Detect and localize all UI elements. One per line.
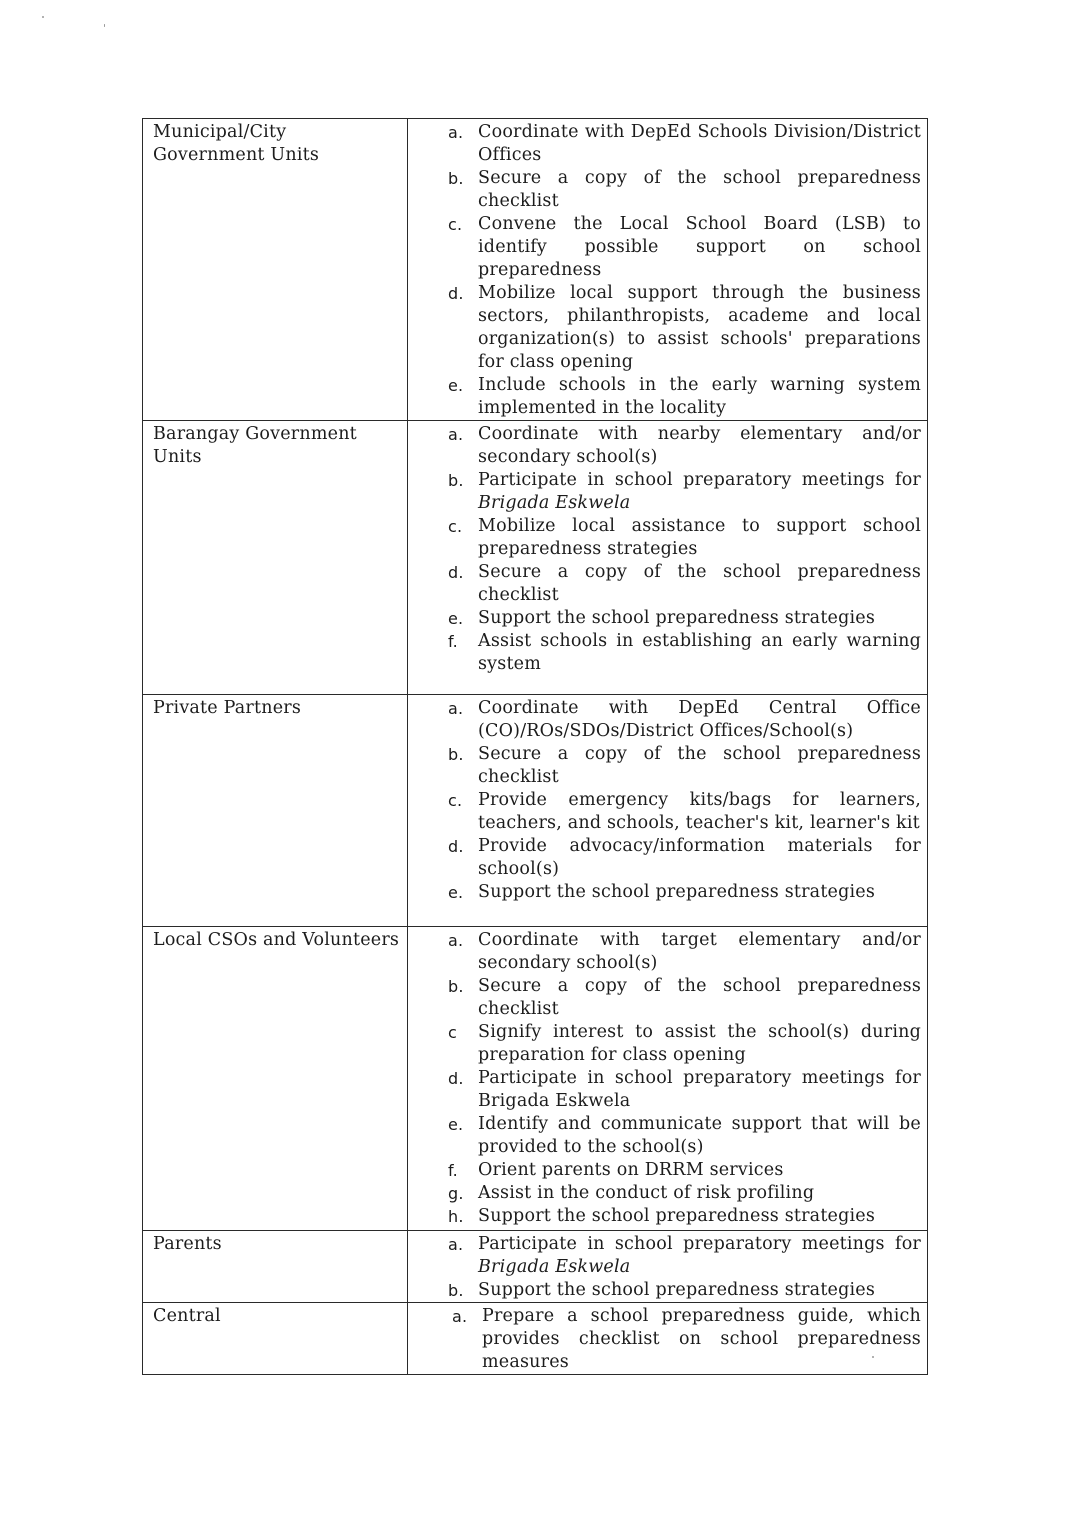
item-text: Participate in school preparatory meetings for Brigada Eskwela [478,1068,921,1111]
item-marker: f. [448,632,458,651]
list-item [408,1182,921,1205]
item-text: Secure a copy of the school preparedness checklist [478,562,921,605]
responsibility-list [408,1305,921,1374]
item-marker: b. [448,977,464,996]
item-text: Support the school preparedness strategies [478,882,876,902]
item-text: Signify interest to assist the school(s) during preparation for class opening [478,1022,921,1065]
item-marker: a. [448,699,464,718]
list-item [408,1279,921,1302]
stakeholder-cell: Barangay Government Units [143,421,408,695]
responsibility-list [408,121,921,420]
list-item [408,630,921,676]
list-item [408,374,921,420]
stakeholder-cell: Private Partners [143,695,408,927]
item-marker: a. [448,931,464,950]
item-text: Participate in school preparatory meetings for [478,470,921,490]
list-item [408,743,921,789]
item-text: Coordinate with DepEd Central Office (CO)/ROs/SDOs/District Offices/School(s) [478,698,921,741]
item-text: Convene the Local School Board (LSB) to identify possible support on school preparedness [478,214,921,280]
item-marker: d. [448,563,464,582]
item-marker: h. [448,1207,464,1226]
roles-responsibilities-table [142,118,928,1375]
scan-speck [42,16,44,18]
item-text: Participate in school preparatory meetings for [478,1234,921,1254]
table-row [143,119,928,421]
list-item [408,423,921,469]
item-text: Assist schools in establishing an early warning system [478,631,921,674]
responsibilities-cell [408,1303,928,1375]
list-item [408,929,921,975]
item-marker: e. [448,376,464,395]
list-item [408,167,921,213]
item-marker: c. [448,791,463,810]
item-text: Identify and communicate support that will be provided to the school(s) [478,1114,921,1157]
list-item [408,835,921,881]
item-text: Coordinate with target elementary and/or secondary school(s) [478,930,921,973]
list-item [408,282,921,374]
item-text: Assist in the conduct of risk profiling [478,1183,815,1203]
item-text: Include schools in the early warning system implemented in the locality [478,375,921,418]
item-emphasis: Brigada Eskwela [478,1257,631,1277]
item-marker: a. [448,425,464,444]
responsibilities-cell [408,927,928,1231]
list-item [408,469,921,515]
stakeholder-cell: Parents [143,1231,408,1303]
item-text: Mobilize local assistance to support school preparedness strategies [478,516,921,559]
list-item [408,975,921,1021]
responsibility-list [408,929,921,1228]
item-marker: a. [448,1235,464,1254]
item-text: Mobilize local support through the business sectors, philanthropists, academe and local organization(s) to assist schools' preparations for class opening [478,283,921,372]
item-text: Coordinate with DepEd Schools Division/District Offices [478,122,921,165]
item-text: Support the school preparedness strategies [478,608,876,628]
item-text: Prepare a school preparedness guide, which provides checklist on school preparedness measures [482,1306,921,1372]
item-marker: b. [448,169,464,188]
responsibilities-cell [408,119,928,421]
responsibility-list [408,423,921,676]
item-marker: e. [448,1115,464,1134]
item-marker: f. [448,1161,458,1180]
item-marker: c [448,1023,457,1042]
stakeholder-cell: Municipal/City Government Units [143,119,408,421]
table-row [143,695,928,927]
item-text: Secure a copy of the school preparedness checklist [478,744,921,787]
list-item [408,881,921,904]
item-text: Support the school preparedness strategies [478,1206,876,1226]
item-text: Provide advocacy/information materials for school(s) [478,836,921,879]
list-item [408,1233,921,1279]
stakeholder-cell: Central [143,1303,408,1375]
table-row [143,927,928,1231]
list-item [408,1159,921,1182]
list-item [408,1021,921,1067]
item-marker: g. [448,1184,464,1203]
item-marker: e. [448,609,464,628]
item-text: Secure a copy of the school preparedness checklist [478,168,921,211]
item-marker: e. [448,883,464,902]
item-text: Support the school preparedness strategies [478,1280,876,1300]
item-text: Secure a copy of the school preparedness checklist [478,976,921,1019]
list-item [408,561,921,607]
item-text: Orient parents on DRRM services [478,1160,784,1180]
responsibilities-cell [408,421,928,695]
list-item [408,1067,921,1113]
responsibilities-cell [408,1231,928,1303]
item-marker: d. [448,837,464,856]
table-row [143,1231,928,1303]
list-item [408,1305,921,1374]
table-row [143,421,928,695]
item-marker: b. [448,1281,464,1300]
item-text: Coordinate with nearby elementary and/or secondary school(s) [478,424,921,467]
stakeholder-cell: Local CSOs and Volunteers [143,927,408,1231]
item-marker: d. [448,1069,464,1088]
list-item [408,607,921,630]
list-item [408,789,921,835]
responsibility-list [408,1233,921,1302]
item-emphasis: Brigada Eskwela [478,493,631,513]
item-marker: c. [448,517,463,536]
list-item [408,213,921,282]
table-row [143,1303,928,1375]
list-item [408,515,921,561]
responsibility-list [408,697,921,904]
item-marker: b. [448,745,464,764]
responsibilities-cell [408,695,928,927]
list-item [408,1205,921,1228]
list-item [408,1113,921,1159]
item-marker: a. [452,1307,468,1326]
item-marker: a. [448,123,464,142]
list-item [408,697,921,743]
scan-speck [104,24,105,27]
list-item [408,121,921,167]
item-marker: b. [448,471,464,490]
item-marker: d. [448,284,464,303]
item-text: Provide emergency kits/bags for learners, teachers, and schools, teacher's kit, learner's kit [478,790,921,833]
item-marker: c. [448,215,463,234]
